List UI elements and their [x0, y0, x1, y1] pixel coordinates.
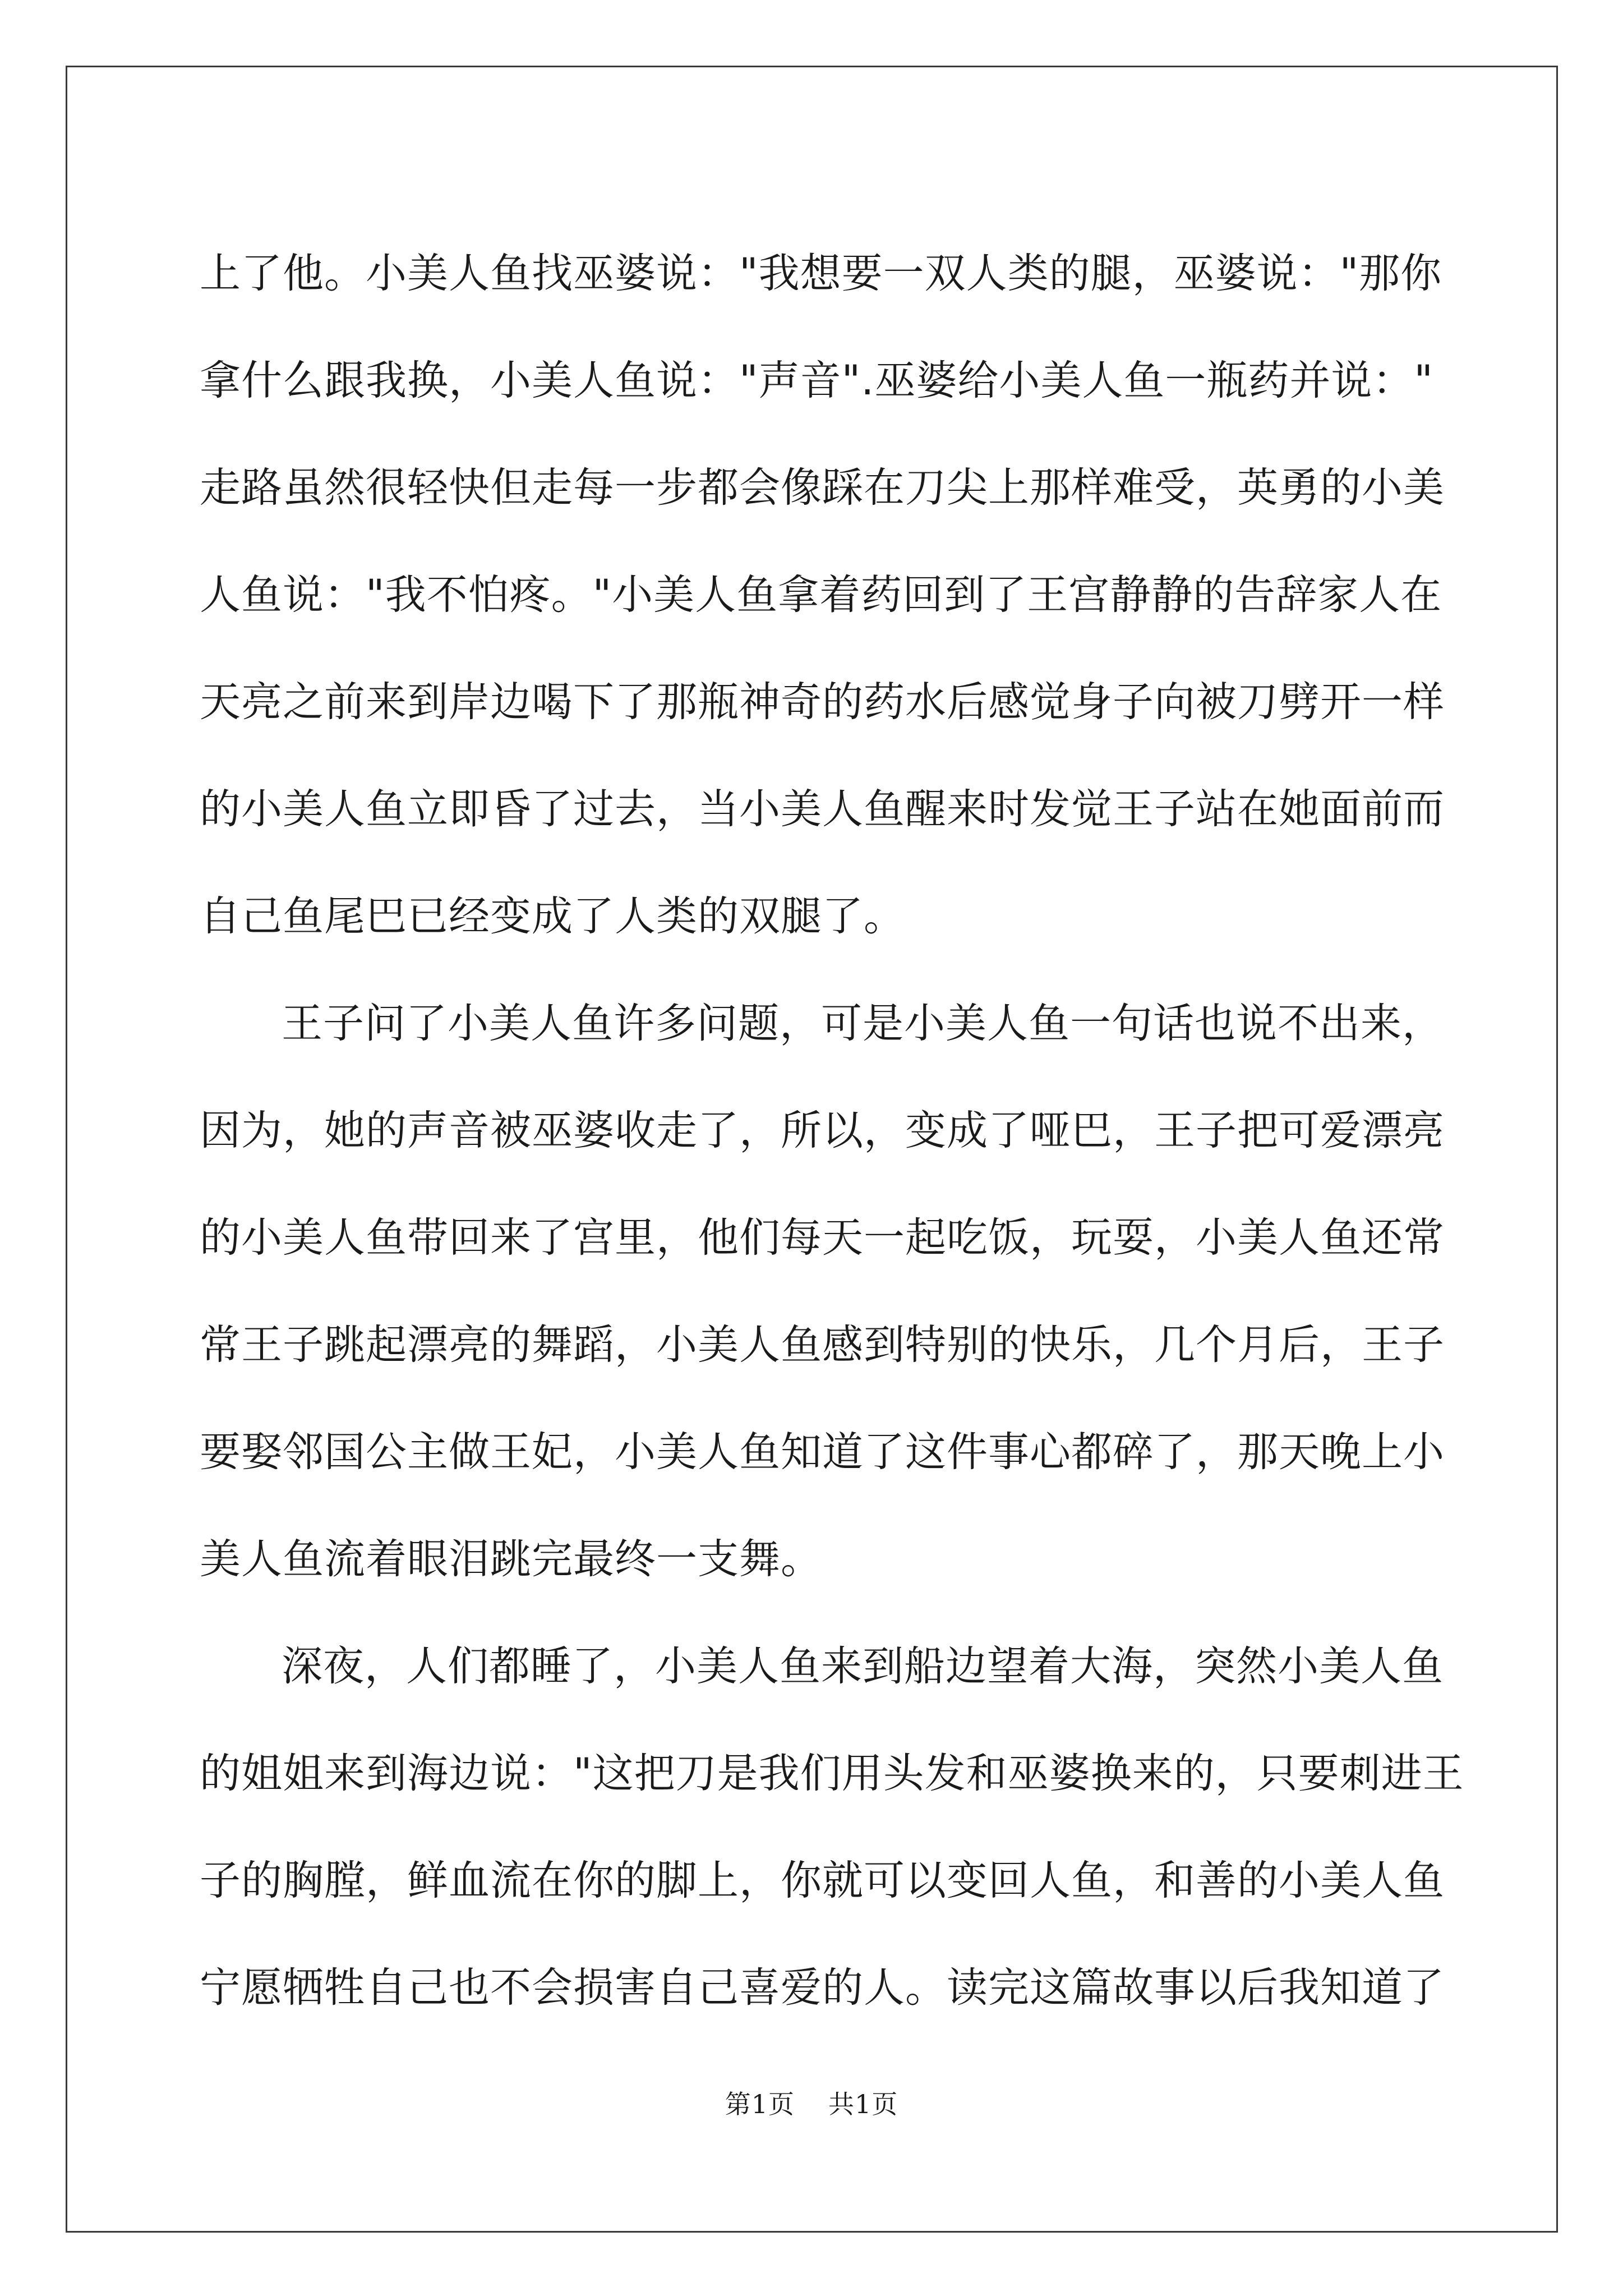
text-line: 上了他。小美人鱼找巫婆说："我想要一双人类的腿，巫婆说："那你	[200, 250, 1442, 297]
text-line: 的姐姐来到海边说："这把刀是我们用头发和巫婆换来的，只要刺进王	[200, 1750, 1464, 1797]
page-total: 共1页	[828, 2089, 898, 2119]
text-line: 因为，她的声音被巫婆收走了，所以，变成了哑巴，王子把可爱漂亮	[200, 1107, 1445, 1154]
text-line: 天亮之前来到岸边喝下了那瓶神奇的药水后感觉身子向被刀劈开一样	[200, 678, 1445, 726]
text-line: 宁愿牺牲自己也不会损害自己喜爱的人。读完这篇故事以后我知道了	[200, 1964, 1445, 2012]
text-line: 子的胸膛，鲜血流在你的脚上，你就可以变回人鱼，和善的小美人鱼	[200, 1857, 1445, 1904]
page-number: 第1页	[725, 2089, 795, 2119]
text-line: 要娶邻国公主做王妃，小美人鱼知道了这件事心都碎了，那天晚上小	[200, 1428, 1445, 1476]
text-line: 的小美人鱼立即昏了过去，当小美人鱼醒来时发觉王子站在她面前而	[200, 785, 1445, 833]
paragraph-first-line: 王子问了小美人鱼许多问题，可是小美人鱼一句话也说不出来，	[282, 1000, 1444, 1047]
text-line: 的小美人鱼带回来了宫里，他们每天一起吃饭，玩耍，小美人鱼还常	[200, 1214, 1445, 1262]
text-line: 人鱼说："我不怕疼。"小美人鱼拿着药回到了王宫静静的告辞家人在	[200, 571, 1442, 619]
paragraph-first-line: 深夜，人们都睡了，小美人鱼来到船边望着大海，突然小美人鱼	[282, 1642, 1444, 1690]
body-text	[200, 220, 1464, 2041]
text-line: 自己鱼尾巴已经变成了人类的双腿了。	[200, 892, 905, 940]
text-line: 常王子跳起漂亮的舞蹈，小美人鱼感到特别的快乐，几个月后，王子	[200, 1321, 1445, 1369]
text-line: 走路虽然很轻快但走每一步都会像踩在刀尖上那样难受，英勇的小美	[200, 464, 1445, 512]
text-line: 美人鱼流着眼泪跳完最终一支舞。	[200, 1535, 822, 1583]
page-footer	[0, 2084, 1623, 2121]
text-line: 拿什么跟我换，小美人鱼说："声音".巫婆给小美人鱼一瓶药并说："	[200, 357, 1433, 404]
